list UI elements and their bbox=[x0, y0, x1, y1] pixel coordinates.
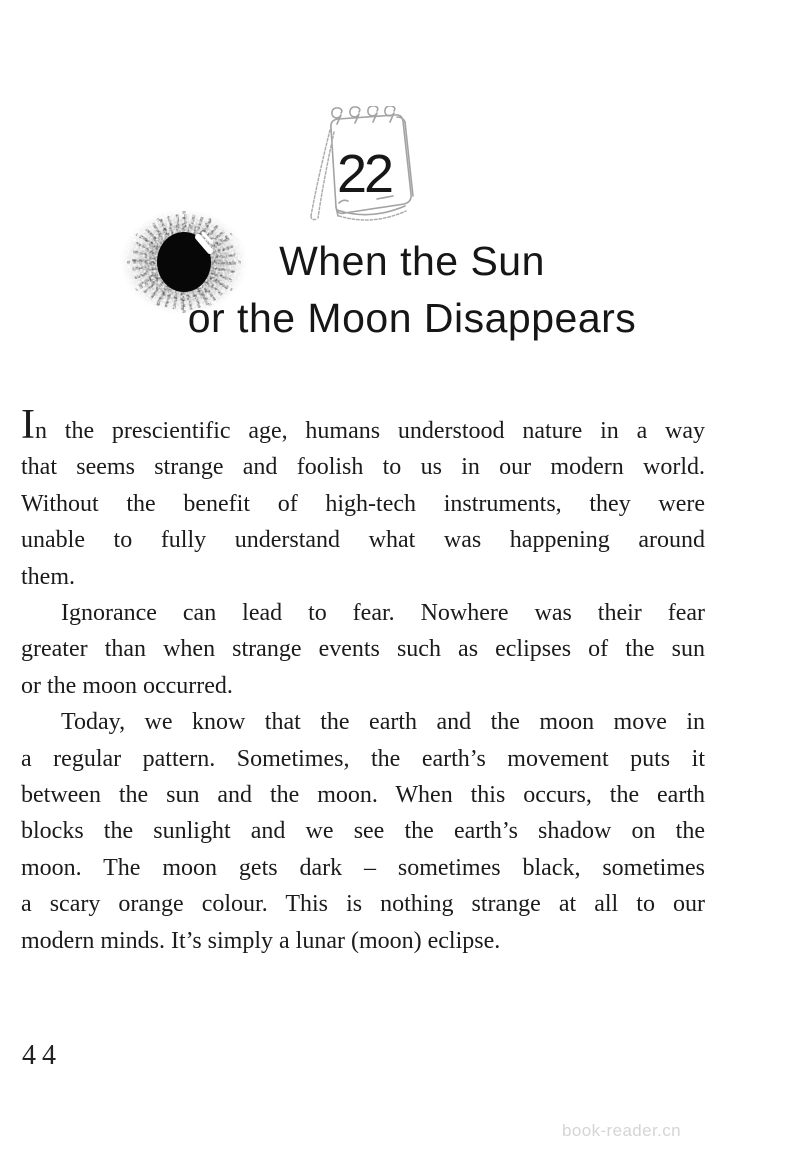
text-line: or the moon occurred. bbox=[21, 672, 233, 699]
calendar-icon bbox=[300, 106, 430, 232]
text-line: Today, we know that the earth and the moon move in bbox=[61, 709, 705, 736]
text-line: blocks the sunlight and we see the earth’s shadow on the bbox=[21, 818, 705, 845]
text-line: a scary orange colour. This is nothing strange at all to our bbox=[21, 891, 705, 918]
text-line: between the sun and the moon. When this occurs, the earth bbox=[21, 782, 705, 809]
text-line: moon. The moon gets dark – sometimes black, sometimes bbox=[21, 854, 705, 881]
chapter-title bbox=[24, 233, 800, 347]
calendar-day-number: 22 bbox=[337, 144, 392, 204]
text-line: In the prescientific age, humans understood nature in a way bbox=[21, 402, 705, 448]
watermark: book-reader.cn bbox=[562, 1121, 682, 1140]
initial-cap: I bbox=[21, 402, 35, 448]
title-line-1: When the Sun bbox=[279, 238, 545, 284]
text-line: them. bbox=[21, 563, 75, 590]
text-line: modern minds. It’s simply a lunar (moon) eclipse. bbox=[21, 927, 501, 954]
text-line: Without the benefit of high-tech instruments, they were bbox=[21, 490, 705, 517]
text-line: unable to fully understand what was happening around bbox=[21, 527, 705, 554]
text-line: a regular pattern. Sometimes, the earth’s movement puts it bbox=[21, 745, 705, 772]
text-line: greater than when strange events such as eclipses of the sun bbox=[21, 636, 705, 663]
paragraph bbox=[21, 595, 705, 704]
paragraph bbox=[21, 402, 705, 595]
title-line-2: or the Moon Disappears bbox=[187, 295, 637, 341]
text-line: that seems strange and foolish to us in our modern world. bbox=[21, 454, 705, 481]
text-line: Ignorance can lead to fear. Nowhere was their fear bbox=[61, 600, 705, 627]
paragraph bbox=[21, 704, 705, 959]
page-number: 44 bbox=[22, 1040, 62, 1071]
body-text bbox=[21, 402, 705, 959]
